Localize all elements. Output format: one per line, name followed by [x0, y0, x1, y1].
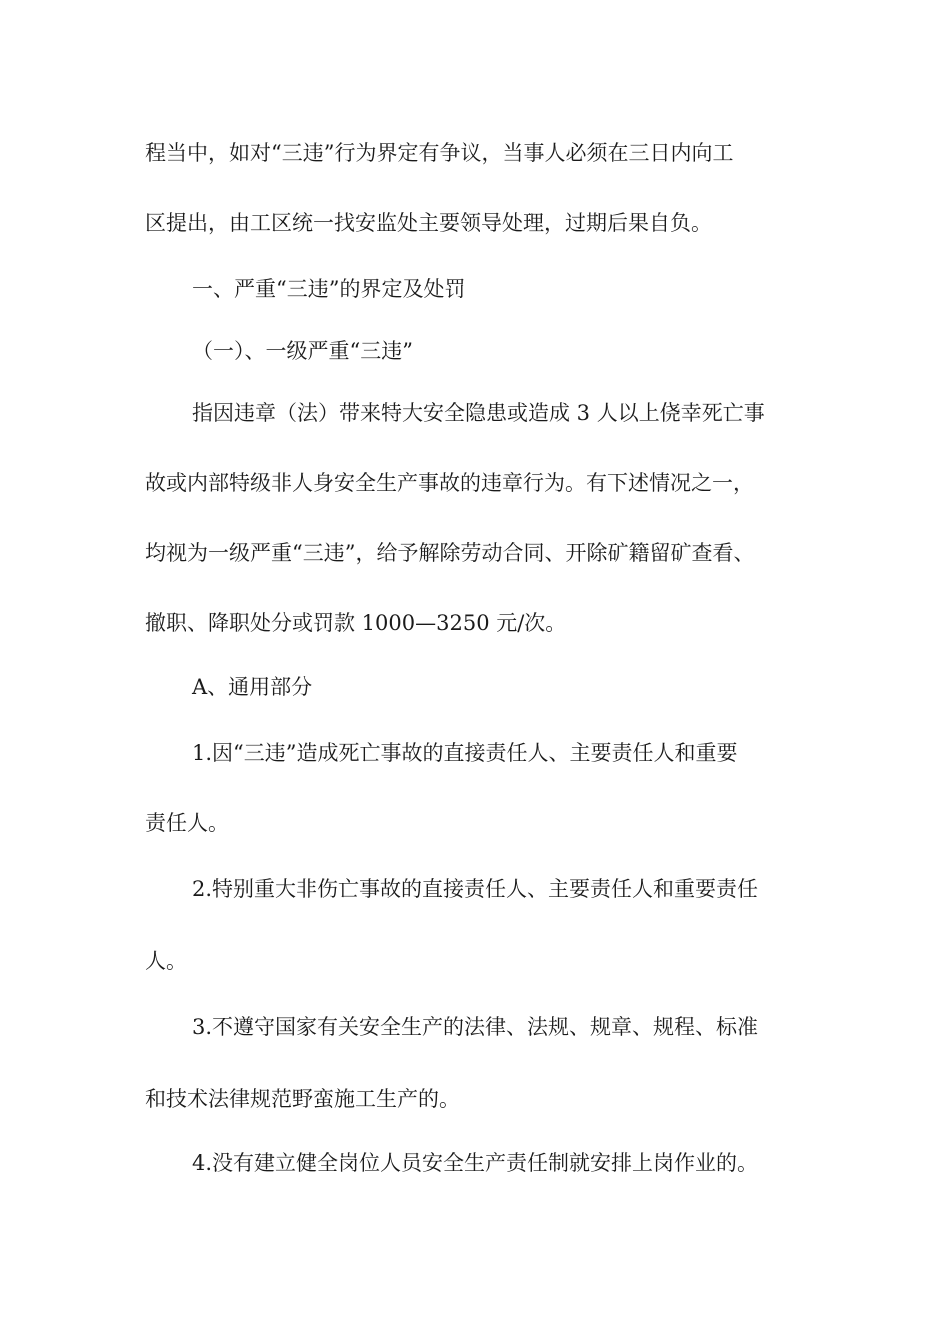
- list-item-4: 4.没有建立健全岗位人员安全生产责任制就安排上岗作业的。: [192, 1151, 759, 1175]
- body-text-line: 故或内部特级非人身安全生产事故的违章行为。有下述情况之一，: [145, 471, 754, 495]
- list-item-3-continuation: 和技术法律规范野蛮施工生产的。: [145, 1087, 460, 1111]
- list-item-3: 3.不遵守国家有关安全生产的法律、法规、规章、规程、标准: [192, 1015, 759, 1039]
- list-item-1-continuation: 责任人。: [145, 811, 229, 835]
- section-heading: 一、严重“三违”的界定及处罚: [192, 277, 466, 301]
- body-text-line: 撤职、降职处分或罚款 1000—3250 元/次。: [145, 611, 567, 635]
- list-item-2: 2.特别重大非伤亡事故的直接责任人、主要责任人和重要责任: [192, 877, 759, 901]
- subsection-heading: （一）、一级严重“三违”: [192, 339, 413, 363]
- part-heading: A、通用部分: [192, 675, 313, 699]
- body-text-line: 均视为一级严重“三违”，给予解除劳动合同、开除矿籍留矿查看、: [145, 541, 755, 565]
- body-text-line: 区提出，由工区统一找安监处主要领导处理，过期后果自负。: [145, 211, 712, 235]
- body-text-line-continuation: 程当中，如对“三违”行为界定有争议，当事人必须在三日内向工: [145, 141, 734, 165]
- list-item-1: 1.因“三违”造成死亡事故的直接责任人、主要责任人和重要: [192, 741, 738, 765]
- paragraph-first-line: 指因违章（法）带来特大安全隐患或造成 3 人以上侥幸死亡事: [192, 401, 765, 425]
- list-item-2-continuation: 人。: [145, 949, 187, 973]
